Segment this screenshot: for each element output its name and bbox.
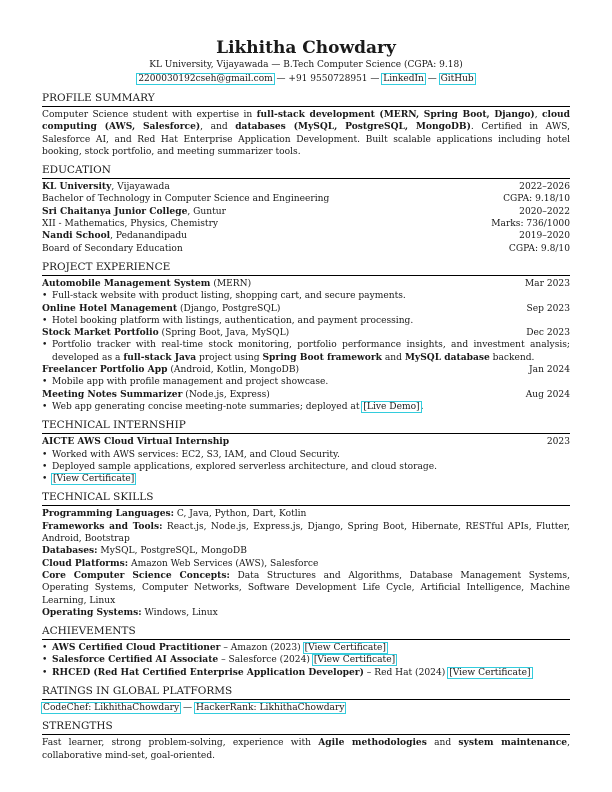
school-name: Sri Chaitanya Junior College — [42, 205, 188, 217]
section-heading-strengths: STRENGTHS — [42, 720, 570, 735]
education-entry: Nandi School, Pedanandipadu 2019–2020 Board of Secondary Education CGPA: 9.8/10 — [42, 230, 570, 254]
internship-header — [42, 436, 570, 448]
education-years: 2020–2022 — [519, 206, 570, 217]
project-date: Jan 2024 — [529, 365, 570, 376]
project-entry: Stock Market Portfolio (Spring Boot, Java, MySQL) Dec 2023 • Portfolio tracker with real-time stock monitoring, portfolio performance insights, and investment analysis; developed as a full-stack Java project using Spring Boot framework and MySQL database backend. — [42, 327, 570, 364]
separator: — — [370, 74, 380, 84]
section-heading-achievements: ACHIEVEMENTS — [42, 625, 570, 640]
project-bullet: • Hotel booking platform with listings, authentication, and payment processing. — [42, 315, 570, 327]
education-score: Marks: 736/1000 — [491, 219, 570, 230]
email-link[interactable]: 2200030192cseh@gmail.com — [138, 74, 273, 84]
degree-detail: Bachelor of Technology in Computer Science and Engineering — [42, 194, 330, 205]
project-name: Freelancer Portfolio App — [42, 364, 168, 376]
separator: — — [427, 74, 437, 84]
phone-number: +91 9550728951 — [288, 74, 368, 84]
achievement-item: • AWS Certified Cloud Practitioner – Amazon (2023) [View Certificate] — [42, 642, 570, 654]
education-years: 2022–2026 — [519, 182, 570, 193]
project-name: Online Hotel Management — [42, 302, 178, 314]
skill-line: Cloud Platforms: Amazon Web Services (AWS), Salesforce — [42, 557, 319, 569]
project-name: Meeting Notes Summarizer — [42, 388, 183, 400]
github-link[interactable]: GitHub — [440, 74, 474, 84]
separator: — — [183, 702, 193, 713]
skill-line: Frameworks and Tools: React.js, Node.js, Express.js, Django, Spring Boot, Hibernate, RESTful APIs, Flutter, Android, Bootstrap — [42, 520, 570, 545]
project-entry: Meeting Notes Summarizer (Node.js, Express) Aug 2024 • Web app generating concise meeting-note summaries; deployed at [Live Demo]. — [42, 389, 570, 414]
project-date: Mar 2023 — [524, 278, 570, 289]
certificate-link[interactable]: [View Certificate] — [313, 655, 396, 666]
achievement-item: • RHCED (Red Hat Certified Enterprise Application Developer) – Red Hat (2024) [View Certificate] — [42, 667, 570, 679]
education-score: CGPA: 9.18/10 — [503, 194, 570, 205]
internship-certificate-link[interactable]: [View Certificate] — [53, 474, 135, 485]
project-name: Automobile Management System — [42, 277, 211, 289]
skill-line: Programming Languages: C, Java, Python, Dart, Kotlin — [42, 508, 307, 520]
candidate-name: Likhitha Chowdary — [216, 38, 396, 58]
project-entry: Online Hotel Management (Django, PostgreSQL) Sep 2023 • Hotel booking platform with listings, authentication, and payment processing. — [42, 303, 570, 328]
linkedin-link[interactable]: LinkedIn — [383, 74, 424, 84]
section-heading-education: EDUCATION — [42, 164, 570, 179]
achievement-item: • Salesforce Certified AI Associate – Salesforce (2024) [View Certificate] — [42, 654, 570, 666]
internship-name: AICTE AWS Cloud Virtual Internship — [42, 436, 230, 448]
project-entry: Automobile Management System (MERN) Mar 2023 • Full-stack website with product listing, shopping cart, and secure payments. — [42, 278, 570, 303]
codechef-link[interactable]: CodeChef: LikhithaChowdary — [43, 702, 180, 713]
degree-detail: Board of Secondary Education — [42, 243, 183, 254]
internship-year: 2023 — [546, 437, 570, 448]
certificate-link[interactable]: [View Certificate] — [449, 667, 531, 678]
project-entry: Freelancer Portfolio App (Android, Kotlin, MongoDB) Jan 2024 • Mobile app with profile management and project showcase. — [42, 364, 570, 389]
project-name: Stock Market Portfolio — [42, 327, 159, 339]
education-score: CGPA: 9.8/10 — [508, 243, 570, 254]
hackerrank-link[interactable]: HackerRank: LikhithaChowdary — [196, 702, 345, 713]
skill-line: Operating Systems: Windows, Linux — [42, 606, 218, 618]
education-entry: KL University, Vijayawada 2022–2026 Bachelor of Technology in Computer Science and Engineering CGPA: 9.18/10 — [42, 181, 570, 205]
section-heading-skills: TECHNICAL SKILLS — [42, 491, 570, 506]
internship-bullet: • Worked with AWS services: EC2, S3, IAM, and Cloud Security. — [42, 449, 570, 461]
project-bullet: • Mobile app with profile management and project showcase. — [42, 376, 570, 388]
section-heading-summary: PROFILE SUMMARY — [42, 92, 570, 107]
ratings-line — [42, 702, 570, 714]
summary-paragraph: Computer Science student with expertise in full-stack development (MERN, Spring Boot, Django), cloud computing (AWS, Salesforce), and databases (MySQL, PostgreSQL, MongoDB). Certified in AWS, Salesforce AI, and Red Hat Enterprise Application Development. Built scalable applications including hotel booking, stock portfolio, and meeting summarizer tools. — [42, 109, 570, 157]
project-date: Dec 2023 — [526, 328, 570, 339]
resume-page — [42, 38, 570, 762]
section-heading-projects: PROJECT EXPERIENCE — [42, 261, 570, 276]
project-date: Sep 2023 — [526, 303, 570, 314]
strengths-paragraph: Fast learner, strong problem-solving, experience with Agile methodologies and system maintenance, collaborative mind-set, goal-oriented. — [42, 737, 570, 761]
school-name: KL University — [42, 181, 112, 193]
project-bullet: • Portfolio tracker with real-time stock monitoring, portfolio performance insights, and investment analysis; developed as a full-stack Java project using Spring Boot framework and MySQL database backend. — [42, 339, 570, 364]
contact-line — [42, 72, 570, 86]
school-name: Nandi School — [42, 230, 111, 242]
certificate-link[interactable]: [View Certificate] — [304, 643, 386, 654]
separator: — — [276, 74, 286, 84]
project-bullet: • Web app generating concise meeting-note summaries; deployed at [Live Demo]. — [42, 401, 570, 413]
project-bullet: • Full-stack website with product listing, shopping cart, and secure payments. — [42, 290, 570, 302]
skill-line: Core Computer Science Concepts: Data Structures and Algorithms, Database Management Systems, Operating Systems, Computer Networks, Software Development Life Cycle, Artificial Intelligence, Machine Learning, Linux — [42, 569, 570, 606]
education-entry: Sri Chaitanya Junior College, Guntur 2020–2022 XII - Mathematics, Physics, Chemistry Marks: 736/1000 — [42, 205, 570, 230]
education-subtitle: KL University, Vijayawada — B.Tech Computer Science (CGPA: 9.18) — [149, 60, 463, 70]
live-demo-link[interactable]: [Live Demo] — [363, 401, 420, 412]
internship-cert-bullet — [42, 473, 570, 485]
section-heading-internship: TECHNICAL INTERNSHIP — [42, 419, 570, 434]
education-years: 2019–2020 — [519, 231, 570, 242]
project-date: Aug 2024 — [525, 389, 570, 400]
degree-detail: XII - Mathematics, Physics, Chemistry — [42, 219, 219, 230]
skill-line: Databases: MySQL, PostgreSQL, MongoDB — [42, 545, 247, 557]
internship-bullet: • Deployed sample applications, explored serverless architecture, and cloud storage. — [42, 461, 570, 473]
section-heading-ratings: RATINGS IN GLOBAL PLATFORMS — [42, 685, 570, 700]
